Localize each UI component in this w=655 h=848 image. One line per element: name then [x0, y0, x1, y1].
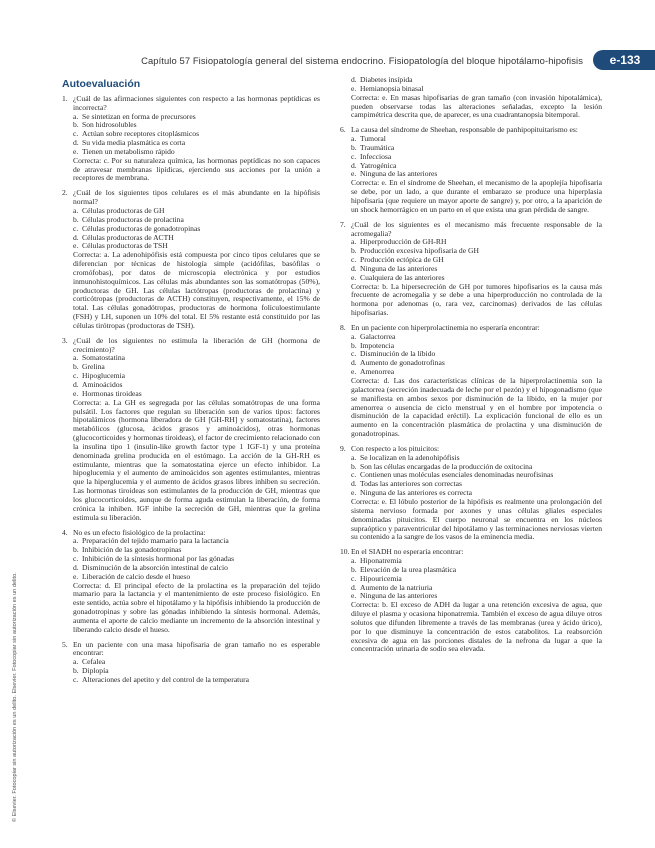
question-number: 3. — [62, 335, 68, 345]
option-text: Ninguna de las anteriores es correcta — [360, 488, 472, 498]
option-text: Células productoras de prolactina — [82, 214, 184, 224]
option-letter: d. — [73, 562, 79, 572]
option-text: Yatrogénica — [360, 160, 397, 170]
answer-explanation: Correcta: e. En masas hipofisarias de gran tamaño (con invasión hipotalámica), pueden observarse todas las alteraciones señaladas, excepto la lesión campimétrica descrita que, de aparecer, es una cuadrantanopsia bitemporal. — [351, 92, 602, 120]
option-text: Infecciosa — [360, 151, 392, 161]
question-text: ¿Cuál de los siguientes es el mecanismo más frecuente responsable de la acromegalia? — [351, 219, 602, 238]
question-text: En el SIADH no esperaría encontrar: — [351, 547, 464, 557]
option-letter: c. — [351, 470, 357, 480]
question-item — [62, 529, 320, 635]
option-letter: c. — [351, 573, 357, 583]
section-title: Autoevaluación — [62, 78, 141, 90]
answer-explanation: Correcta: e. En el síndrome de Sheehan, el mecanismo de la apoplejía hipofisaria se debe, por un lado, a que durante el embarazo se produce una hiperplasia hipofisaria (que requiere un mayor aporte de sangre) y, por otro, a la aparición de un shock hemorrágico en un parto en el que exista una gran pérdida de sangre. — [351, 178, 602, 214]
option-letter: c. — [351, 349, 357, 359]
option-letter: c. — [73, 223, 79, 233]
option-letter: a. — [73, 536, 79, 546]
option-text: Hiperproducción de GH-RH — [360, 237, 447, 247]
option-letter: d. — [73, 232, 79, 242]
option-letter: d. — [351, 358, 357, 368]
option-letter: b. — [73, 214, 79, 224]
option-letter: d. — [73, 138, 79, 148]
question-item — [62, 189, 320, 331]
option-text: Inhibición de las gonadotropinas — [82, 545, 182, 555]
option-text: Cefalea — [82, 657, 106, 667]
answer-explanation: Correcta: d. Las dos características clínicas de la hiperprolactinemia son la galactorrea (secreción inadecuada de leche por el pezón) y el hipogonadismo (que se manifiesta en ambos sexos por disminución de la líbido, en la mujer por amenorrea o ausencia de ciclo menstrual y en el hombre por impotencia o disminución de la capacidad eréctil). La explicación funcional de ello es un aumento en la concentración plasmática de prolactina y una disminución de gonadotropinas. — [351, 376, 602, 439]
question-text: No es un efecto fisiológico de la prolactina: — [73, 527, 206, 537]
option-letter: c. — [351, 255, 357, 265]
option-letter: e. — [351, 83, 357, 93]
option-text: Son las células encargadas de la producción de oxitocina — [360, 461, 533, 471]
option-letter: a. — [351, 331, 357, 341]
question-number: 10. — [340, 547, 350, 557]
option-text: Células productoras de ACTH — [82, 232, 174, 242]
option-text: Se sintetizan en forma de precursores — [82, 111, 196, 121]
question-item — [62, 95, 320, 183]
option-text: Preparación del tejido mamario para la lactancia — [82, 536, 229, 546]
answer-explanation: Correcta: d. El principal efecto de la prolactina es la preparación del tejido mamario para la lactancia y el mantenimiento de este proceso fisiológico. En este sentido, actúa sobre el hipotálamo y la hipófisis inhibiendo la producción de gonadotropinas y sobre las gónadas inhibiendo la síntesis hormonal. Además, aumenta el aporte de calcio mediante un incremento de la absorción intestinal y liberando calcio desde el hueso. — [73, 580, 320, 634]
question-stem — [62, 641, 320, 659]
question-item — [340, 76, 602, 120]
question-number: 4. — [62, 527, 68, 537]
option-letter: c. — [73, 554, 79, 564]
answer-option — [62, 676, 320, 685]
question-text: ¿Cuál de los siguientes tipos celulares es el más abundante en la hipófisis normal? — [73, 188, 320, 207]
option-text: Traumática — [360, 142, 395, 152]
option-text: Diplopía — [82, 666, 109, 676]
right-question-list — [340, 76, 602, 654]
chapter-title: Capítulo 57 Fisiopatología general del sistema endocrino. Fisiopatología del bloque hipotálamo-hipofisis — [141, 54, 583, 66]
option-letter: c. — [73, 675, 79, 684]
option-text: Tienen un metabolismo rápido — [82, 146, 175, 156]
page-number-badge: e-133 — [593, 50, 655, 70]
option-letter: a. — [73, 205, 79, 215]
question-item — [340, 324, 602, 439]
option-text: Tumoral — [360, 134, 386, 144]
question-stem — [62, 95, 320, 113]
answer-explanation: Correcta: c. Por su naturaleza química, las hormonas peptídicas no son capaces de atravesar membranas lipídicas, ejerciendo sus acciones por la unión a receptores de membrana. — [73, 155, 320, 183]
question-stem — [340, 221, 602, 239]
option-letter: e. — [73, 241, 79, 251]
option-text: Ninguna de las anteriores — [360, 591, 438, 601]
option-text: Son hidrosolubles — [82, 120, 137, 130]
question-item — [62, 337, 320, 523]
option-text: Galactorrea — [360, 331, 396, 341]
question-text: En un paciente con una masa hipofisaria de gran tamaño no es esperable encontrar: — [73, 639, 320, 658]
question-text: La causa del síndrome de Sheehan, responsable de panhipopituitarismo es: — [351, 125, 578, 135]
left-column — [62, 76, 320, 691]
option-text: Cualquiera de las anteriores — [360, 272, 445, 282]
option-letter: a. — [73, 657, 79, 667]
option-letter: e. — [351, 272, 357, 282]
option-text: Disminución de la absorción intestinal de calcio — [82, 562, 228, 572]
option-letter: d. — [73, 380, 79, 389]
question-number: 2. — [62, 188, 68, 198]
option-text: Aumento de la natriuria — [360, 582, 433, 592]
question-number: 9. — [340, 443, 346, 453]
question-number: 1. — [62, 93, 68, 103]
option-text: Hipouricemia — [360, 573, 402, 583]
option-text: Aumento de gonadotrofinas — [360, 358, 445, 368]
option-letter: d. — [351, 160, 357, 170]
option-text: Impotencia — [360, 340, 395, 350]
option-text: Grelina — [82, 362, 105, 372]
option-text: Producción ectópica de GH — [360, 255, 444, 265]
option-letter: b. — [351, 246, 357, 256]
option-letter: e. — [351, 488, 357, 498]
question-text: ¿Cuál de los siguientes no estimula la liberación de GH (hormona de crecimiento)? — [73, 335, 320, 354]
option-letter: e. — [73, 571, 79, 581]
option-letter: b. — [73, 362, 79, 372]
option-letter: b. — [73, 545, 79, 555]
option-letter: d. — [351, 263, 357, 273]
option-text: Alteraciones del apetito y del control de la temperatura — [82, 675, 249, 684]
option-text: Inhibición de la síntesis hormonal por las gónadas — [82, 554, 235, 564]
question-text: Con respecto a los pituicitos: — [351, 443, 440, 453]
side-credit: © Elsevier. Fotocopiar sin autorización es un delito. Elsevier. Fotocopiar sin autorización es un delito. — [12, 572, 18, 822]
right-column — [340, 76, 602, 660]
option-letter: b. — [351, 142, 357, 152]
option-text: Hiponatremia — [360, 556, 402, 566]
option-text: Amenorrea — [360, 367, 395, 377]
question-number: 8. — [340, 322, 346, 332]
option-text: Células productoras de gonadotropinas — [82, 223, 201, 233]
option-text: Producción excesiva hipofisaria de GH — [360, 246, 479, 256]
question-item — [340, 221, 602, 318]
option-text: Elevación de la urea plasmática — [360, 564, 457, 574]
option-text: Actúan sobre receptores citoplásmicos — [82, 129, 200, 139]
option-text: Células productoras de TSH — [82, 241, 168, 251]
option-text: Todas las anteriores son correctas — [360, 479, 462, 489]
option-text: Diabetes insípida — [360, 75, 413, 84]
option-text: Se localizan en la adenohipófisis — [360, 452, 460, 462]
question-stem — [62, 337, 320, 355]
option-letter: a. — [351, 556, 357, 566]
option-letter: e. — [351, 169, 357, 179]
question-number: 5. — [62, 639, 68, 649]
option-letter: d. — [351, 582, 357, 592]
option-letter: e. — [73, 388, 79, 398]
question-text: ¿Cuál de las afirmaciones siguientes con respecto a las hormonas peptídicas es incorrecta? — [73, 93, 320, 112]
option-letter: c. — [73, 129, 79, 139]
option-letter: e. — [351, 367, 357, 377]
option-letter: d. — [351, 479, 357, 489]
question-number: 6. — [340, 125, 346, 135]
question-item — [340, 548, 602, 654]
option-text: Disminución de la líbido — [360, 349, 436, 359]
option-text: Contienen unas moléculas esenciales denominadas neurofisinas — [360, 470, 554, 480]
option-letter: d. — [351, 75, 357, 84]
option-text: Liberación de calcio desde el hueso — [82, 571, 191, 581]
option-letter: a. — [351, 237, 357, 247]
option-text: Ninguna de las anteriores — [360, 263, 438, 273]
option-letter: e. — [351, 591, 357, 601]
answer-explanation: Correcta: b. El exceso de ADH da lugar a una retención excesiva de agua, que diluye el plasma y ocasiona hiponatremia. También el exceso de agua diluye otros solutos que difunden libremente a través de las membranas (urea y ácido úrico), por lo que disminuye la concentración de estos catabolitos. La reabsorción excesiva de agua en las porciones distales de la nefrona da lugar a que la concentración urinaria de sodio sea elevada. — [351, 600, 602, 654]
option-letter: a. — [351, 452, 357, 462]
question-text: En un paciente con hiperprolactinemia no esperaría encontrar: — [351, 322, 540, 332]
option-text: Células productoras de GH — [82, 205, 165, 215]
option-letter: c. — [73, 371, 79, 381]
option-letter: a. — [351, 134, 357, 144]
answer-explanation: Correcta: b. La hipersecreción de GH por tumores hipofisarios es la causa más frecuente de acromegalia y se debe a una hiperproducción no controlada de la hormona por adenomas (o, rara vez, carcinomas) derivados de las células hipofisarias. — [351, 281, 602, 318]
option-text: Hipoglucemia — [82, 371, 126, 381]
option-letter: a. — [73, 353, 79, 363]
option-letter: b. — [73, 666, 79, 676]
option-letter: b. — [73, 120, 79, 130]
option-text: Hemianopsia binasal — [360, 83, 424, 93]
question-item — [340, 445, 602, 542]
running-header — [95, 49, 655, 71]
question-item — [62, 641, 320, 685]
option-letter: b. — [351, 461, 357, 471]
option-letter: c. — [351, 151, 357, 161]
question-item — [340, 126, 602, 214]
left-question-list — [62, 95, 320, 685]
option-text: Hormonas tiroideas — [82, 388, 142, 398]
option-text: Somatostatina — [82, 353, 126, 363]
option-letter: b. — [351, 340, 357, 350]
option-letter: b. — [351, 564, 357, 574]
question-number: 7. — [340, 219, 346, 229]
answer-explanation: Correcta: a. La adenohipófisis está compuesta por cinco tipos celulares que se diferencian por técnicas de histología simple (acidófilas, basófilas o cromófobas), por datos de microscopia electrónica y por estudios inmunohistoquímicos. Las células más abundantes son las somatótropas (50%), productoras de GH. Las células lactótropas (productoras de prolactina) y corticótropas (productoras de ACTH) constituyen, respectivamente, el 15% de total. Las células gonadótropas, productoras de hormona foliculoestimulante (FSH) y LH, suponen un 10% del total. El 5% restante está constituido por las células tirótropas (productoras de TSH). — [73, 250, 320, 330]
option-letter: e. — [73, 146, 79, 156]
answer-explanation: Correcta: a. La GH es segregada por las células somatótropas de una forma pulsátil. Los factores que regulan su liberación son de varios tipos: factores hipotalámicos (hormona liberadora de GH [GH-RH] y somatostatina), factores metabólicos (glucosa, ácidos grasos y aminoácidos), otras hormonas (glucocorticoides y hormonas tiroideas), el factor de crecimiento relacionado con la insulina tipo 1 (insulin-like growth factor type 1 IGF-1) y una proteína denominada grelina producida en el estómago. La acción de la GH-RH es estimulante, mientras que la somatostatina ejerce un efecto inhibidor. La hipoglucemia y el aumento de aminoácidos son agentes estimulantes, mientras que la hiperglucemia y el aumento de ácidos grasos libres inhiben su secreción. Las hormonas tiroideas son estimulantes de la producción de GH, mientras que los glucocorticoides, aunque de forma aguda estimulan la liberación, de forma crónica la inhiben. IGF inhibe la secreción de GH, mientras que la grelina estimula su liberación. — [73, 397, 320, 522]
question-stem — [62, 189, 320, 207]
answer-explanation: Correcta: e. El lóbulo posterior de la hipófisis es realmente una prolongación del sistema nervioso formada por axones y unas células gliales especiales denominadas pituicitos. El cuerpo neuronal se encuentra en los núcleos supraóptico y paraventricular del hipotálamo y las terminaciones nerviosas vierten su contenido a la sangre de los vasos de la eminencia media. — [351, 496, 602, 542]
option-text: Su vida media plasmática es corta — [82, 138, 186, 148]
option-text: Aminoácidos — [82, 380, 123, 389]
option-letter: a. — [73, 111, 79, 121]
option-text: Ninguna de las anteriores — [360, 169, 438, 179]
